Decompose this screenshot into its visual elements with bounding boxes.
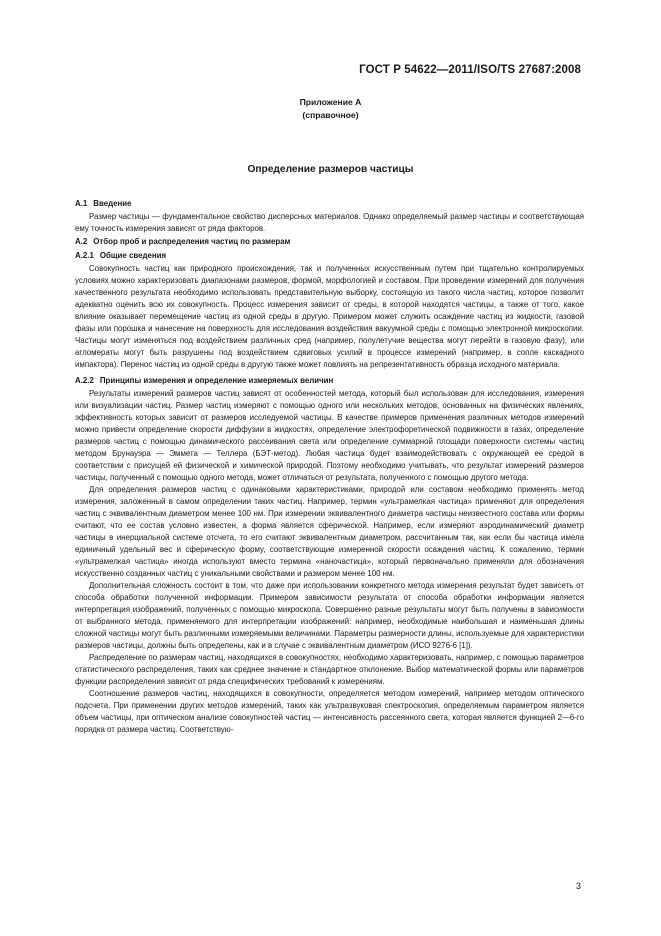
section-number: А.2 [75,237,88,246]
section-heading-a22 [75,374,584,388]
paragraph: Соотношение размеров частиц, находящихся в совокупности, определяется методом измерений, например методом оптического подсчета. При применении других методов измерений, таких как ультразвуковая спектроскопия, определяемым параметром является объем частицы, при оптическом анализе совокупностей частиц — интенсивность рассеянного света, которая является функцией 2—6-го порядка от размера частиц. Соответствую- [75,689,584,734]
section-number: А.2.2 [75,376,94,385]
annex-type: (справочное) [302,110,359,120]
paragraph: Для определения размеров частиц с одинаковыми характеристиками, природой или составом необходимо применять метод измерения, заложенный в самом определении таких частиц. Например, термин «ультрамелкая частица» применяют для определения частиц с эквивалентным диаметром менее 100 нм. При измерении эквивалентного диаметра частицы неизвестного состава или формы считают, что ее состав условно известен, а форма является сферической. Например, если измеряют аэродинамический диаметр частицы в инерциальной системе отсчета, то его считают эквивалентным диаметром, рассчитанным так, как если бы частица имела единичный удельный вес и сферическую форму, соответствующие измеренной скорости осаждения частиц. К сожалению, термин «ультрамелкая частица» иногда используют вместо термина «наночастица», который первоначально применяли для обозначения искусственно созданных частиц с уникальными свойствами и размером менее 100 нм. [75,485,584,578]
page-number: 3 [575,881,581,891]
paragraph: Размер частицы — фундаментальное свойство дисперсных материалов. Однако определяемый размер частицы и соответствующая ему точность измерения зависят от ряда факторов. [75,212,584,233]
annex-title: Определение размеров частицы [247,164,414,175]
section-number: А.2.1 [75,251,94,260]
annex-label: Приложение А [299,97,362,107]
section-title: Принципы измерения и определение измеряемых величин [99,376,334,385]
document-header: ГОСТ Р 54622—2011/ISO/TS 27687:2008 [359,64,581,76]
section-heading-a21 [75,249,584,263]
section-number: А.1 [75,199,88,208]
section-title: Введение [93,199,132,208]
section-title: Общие сведения [99,251,167,260]
section-title: Отбор проб и распределения частиц по размерам [93,237,291,246]
paragraph: Совокупность частиц как природного происхождения, так и полученных искусственным путем при тщательно контролируемых условиях можно характеризовать диапазонами размеров, формой, морфологией и составом. При проведении измерений для получения качественного результата необходимо использовать представительную выборку, состоящую из такого числа частиц, которое позволит адекватно оценить всю их совокупность. Процесс измерения зависит от среды, в которой находятся частицы, а также от того, какое влияние оказывает перемещение частиц из одной среды в другую. Примером может служить осаждение частиц из жидкости, газовой фазы или порошка и нанесение на поверхность для исследования воздействия вакуумной среды с помощью электронной микроскопии. Частицы могут изменяться под воздействием различных сред (например, полулетучие вещества могут перейти в газовую фазу), или агломераты могут быть разрушены под воздействием сдвиговых усилий в процессе измерений (например, в сопле каскадного импактора). Перенос частиц из одной среды в другую также может повлиять на репрезентативность образца исходного материала. [75,264,584,369]
section-heading-a1 [75,197,584,211]
paragraph: Распределение по размерам частиц, находящихся в совокупностях, необходимо характеризовать, например, с помощью параметров статистического распределения, таких как среднее значение и стандартное отклонение. Выбор математической формы или параметров функции распределения зависит от ряда специфических требований к измерениям. [75,653,584,686]
paragraph: Результаты измерений размеров частиц зависят от особенностей метода, который был использован для исследования, измерения или визуализации частиц. Размер частиц измеряют с помощью одного или нескольких методов, основанных на физических явлениях, эффективность которых зависит от размеров исследуемой частицы. В качестве примеров применения различных методов измерений можно привести определение скорости диффузии в жидкостях, определение электрофоретической подвижности в газах, определение размеров частиц с помощью динамического рассеивания света или определение суммарной площади поверхности системы частиц методом Брунауэра — Эммета — Теллера (БЭТ-метод). Любая частица будет взаимодействовать с окружающей ее средой в соответствии с присущей ей физической и химической природой. Поэтому необходимо учитывать, что результат измерений размеров частицы, полученный с помощью одного метода, может отличаться от результата, полученного с помощью другого метода. [75,389,584,482]
document-body [75,197,584,736]
paragraph: Дополнительная сложность состоит в том, что даже при использовании конкретного метода измерения результат будет зависеть от способа обработки полученной информации. Примером зависимости результата от способа обработки информации является интерпретация изображений, полученных с помощью микроскопа. Совершенно разные результаты могут быть получены в зависимости от выбранного метода, применяемого для интерпретации изображений: например, необходимые наибольшая и наименьшая длины сложной частицы могут быть различными измеряемыми величинами. Параметры размерности длины, используемые для характеристики размеров частицы, должны быть определены, как и в случае с эквивалентным диаметром (ИСО 9276-6 [1]). [75,581,584,650]
section-heading-a2 [75,235,584,249]
